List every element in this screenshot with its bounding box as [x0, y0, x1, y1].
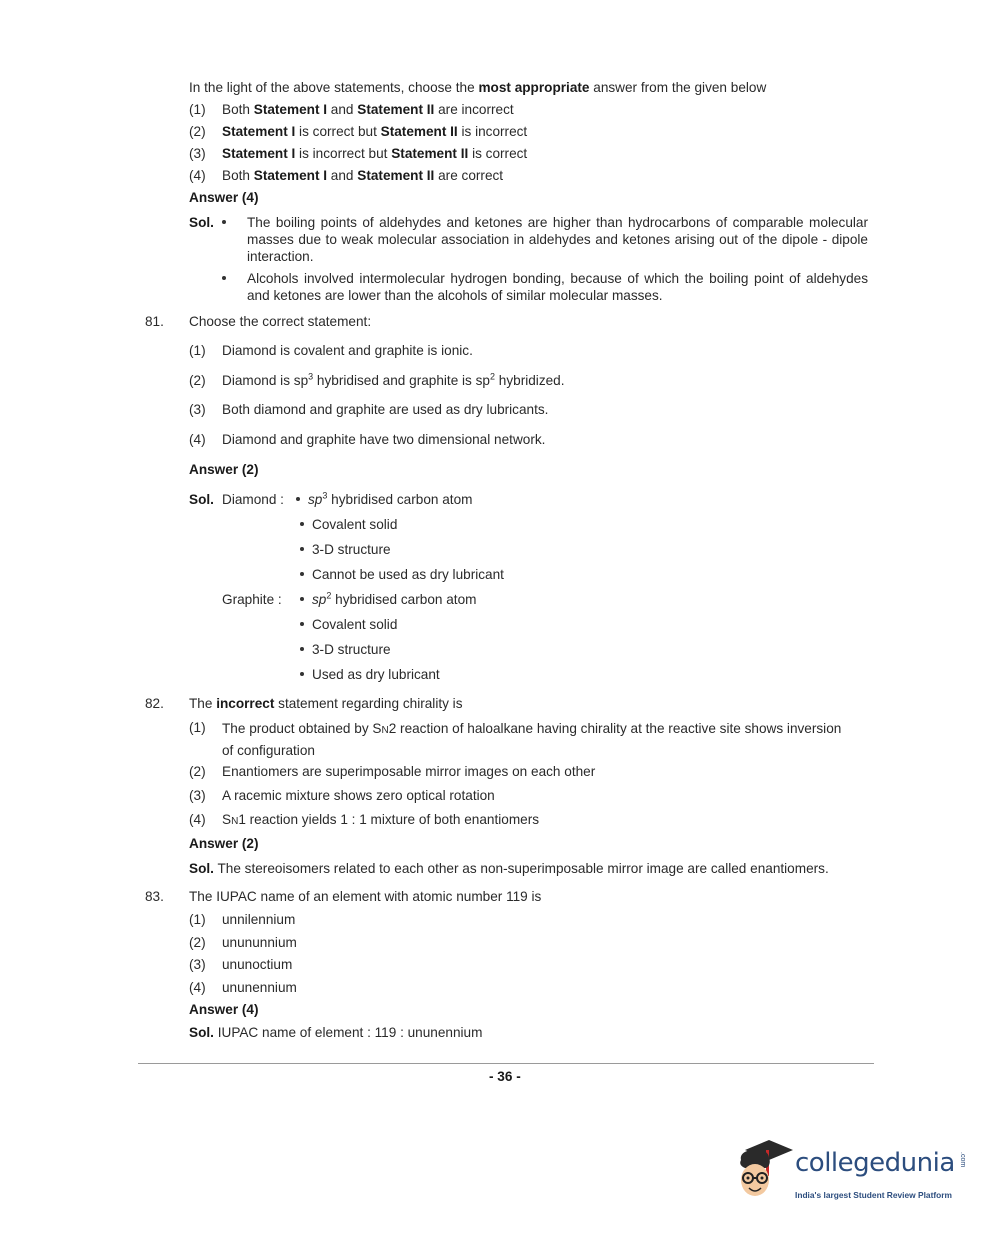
option-number: (1) [189, 343, 206, 358]
intro-line: In the light of the above statements, choose the most appropriate answer from the given below [189, 80, 767, 95]
option-text: SN1 reaction yields 1 : 1 mixture of both enantiomers [222, 812, 540, 827]
option-number: (3) [189, 788, 206, 803]
option-text: Diamond is $sp^3$ hybridised and graphite is $sp^2$ hybridized. [222, 371, 565, 388]
question-number: 83. [145, 889, 164, 904]
diamond-item: Covalent solid [300, 516, 397, 534]
q81-answer: Answer (2) [189, 462, 259, 477]
mascot-icon [735, 1138, 795, 1208]
graphite-item: 3-D structure [300, 641, 391, 659]
option-number: (4) [189, 980, 206, 995]
option-text: A racemic mixture shows zero optical rotation [222, 788, 495, 803]
diamond-item: Cannot be used as dry lubricant [300, 566, 504, 584]
q81-sol-label: Sol. [189, 492, 214, 507]
q80-sol-label: Sol. [189, 215, 214, 230]
option-number: (2) [189, 124, 206, 139]
footer-divider [138, 1063, 874, 1064]
q80-sol-point-1: The boiling points of aldehydes and ketones are higher than hydrocarbons of comparable molecular masses due to weak molecular association in aldehydes and ketones arising out of the dipole - dipole interaction. [247, 215, 868, 264]
diamond-item: 3-D structure [300, 541, 391, 559]
option-number: (4) [189, 432, 206, 447]
bullet [222, 214, 232, 232]
option-number: (2) [189, 764, 206, 779]
option-text: unununnium [222, 935, 297, 950]
option-number: (3) [189, 146, 206, 161]
page-number: - 36 - [489, 1069, 521, 1084]
option-text: Both Statement I and Statement II are correct [222, 168, 504, 183]
question-number: 81. [145, 314, 164, 329]
option-number: (3) [189, 957, 206, 972]
logo-domain: .com [959, 1152, 966, 1168]
diamond-item: $sp^3$ hybridised carbon atom [296, 491, 472, 509]
option-text: Statement I is incorrect but Statement II is correct [222, 146, 528, 161]
q82-answer: Answer (2) [189, 836, 259, 851]
question-text: Choose the correct statement: [189, 314, 372, 329]
option-text: Statement I is correct but Statement II is incorrect [222, 124, 528, 139]
option-number: (2) [189, 373, 206, 388]
logo-wordmark: collegedunia [795, 1148, 955, 1178]
question-number: 82. [145, 696, 164, 711]
graphite-item: Covalent solid [300, 616, 397, 634]
question-text: The incorrect statement regarding chirality is [189, 696, 463, 711]
option-number: (3) [189, 402, 206, 417]
option-text: Both diamond and graphite are used as dry lubricants. [222, 402, 549, 417]
q82-solution: Sol. The stereoisomers related to each other as non-superimposable mirror image are called enantiomers. [189, 861, 829, 876]
graphite-item: Used as dry lubricant [300, 666, 440, 684]
graphite-label: Graphite : [222, 592, 282, 607]
option-number: (1) [189, 912, 206, 927]
q80-sol-point-2: Alcohols involved intermolecular hydrogen bonding, because of which the boiling point of aldehydes and ketones are lower than the alcohols of similar molecular masses. [247, 271, 868, 303]
logo-tagline: India's largest Student Review Platform [795, 1190, 952, 1200]
collegedunia-logo [735, 1138, 966, 1208]
option-number: (1) [189, 720, 206, 735]
option-text: ununennium [222, 980, 297, 995]
graphite-item: $sp^2$ hybridised carbon atom [300, 591, 476, 609]
option-text: unnilennium [222, 912, 296, 927]
q83-solution: Sol. IUPAC name of element : 119 : ununennium [189, 1025, 483, 1040]
option-number: (1) [189, 102, 206, 117]
option-text: Enantiomers are superimposable mirror images on each other [222, 764, 596, 779]
option-number: (4) [189, 812, 206, 827]
option-text: ununoctium [222, 957, 293, 972]
q80-answer: Answer (4) [189, 190, 259, 205]
q83-answer: Answer (4) [189, 1002, 259, 1017]
bullet [222, 270, 232, 288]
option-number: (4) [189, 168, 206, 183]
option-text: Both Statement I and Statement II are incorrect [222, 102, 514, 117]
option-text: The product obtained by SN2 reaction of haloalkane having chirality at the reactive site shows inversion of configuration [222, 721, 842, 758]
question-text: The IUPAC name of an element with atomic number 119 is [189, 889, 542, 904]
option-text: Diamond and graphite have two dimensional network. [222, 432, 546, 447]
diamond-label: Diamond : [222, 492, 284, 507]
option-text: Diamond is covalent and graphite is ionic. [222, 343, 473, 358]
option-number: (2) [189, 935, 206, 950]
